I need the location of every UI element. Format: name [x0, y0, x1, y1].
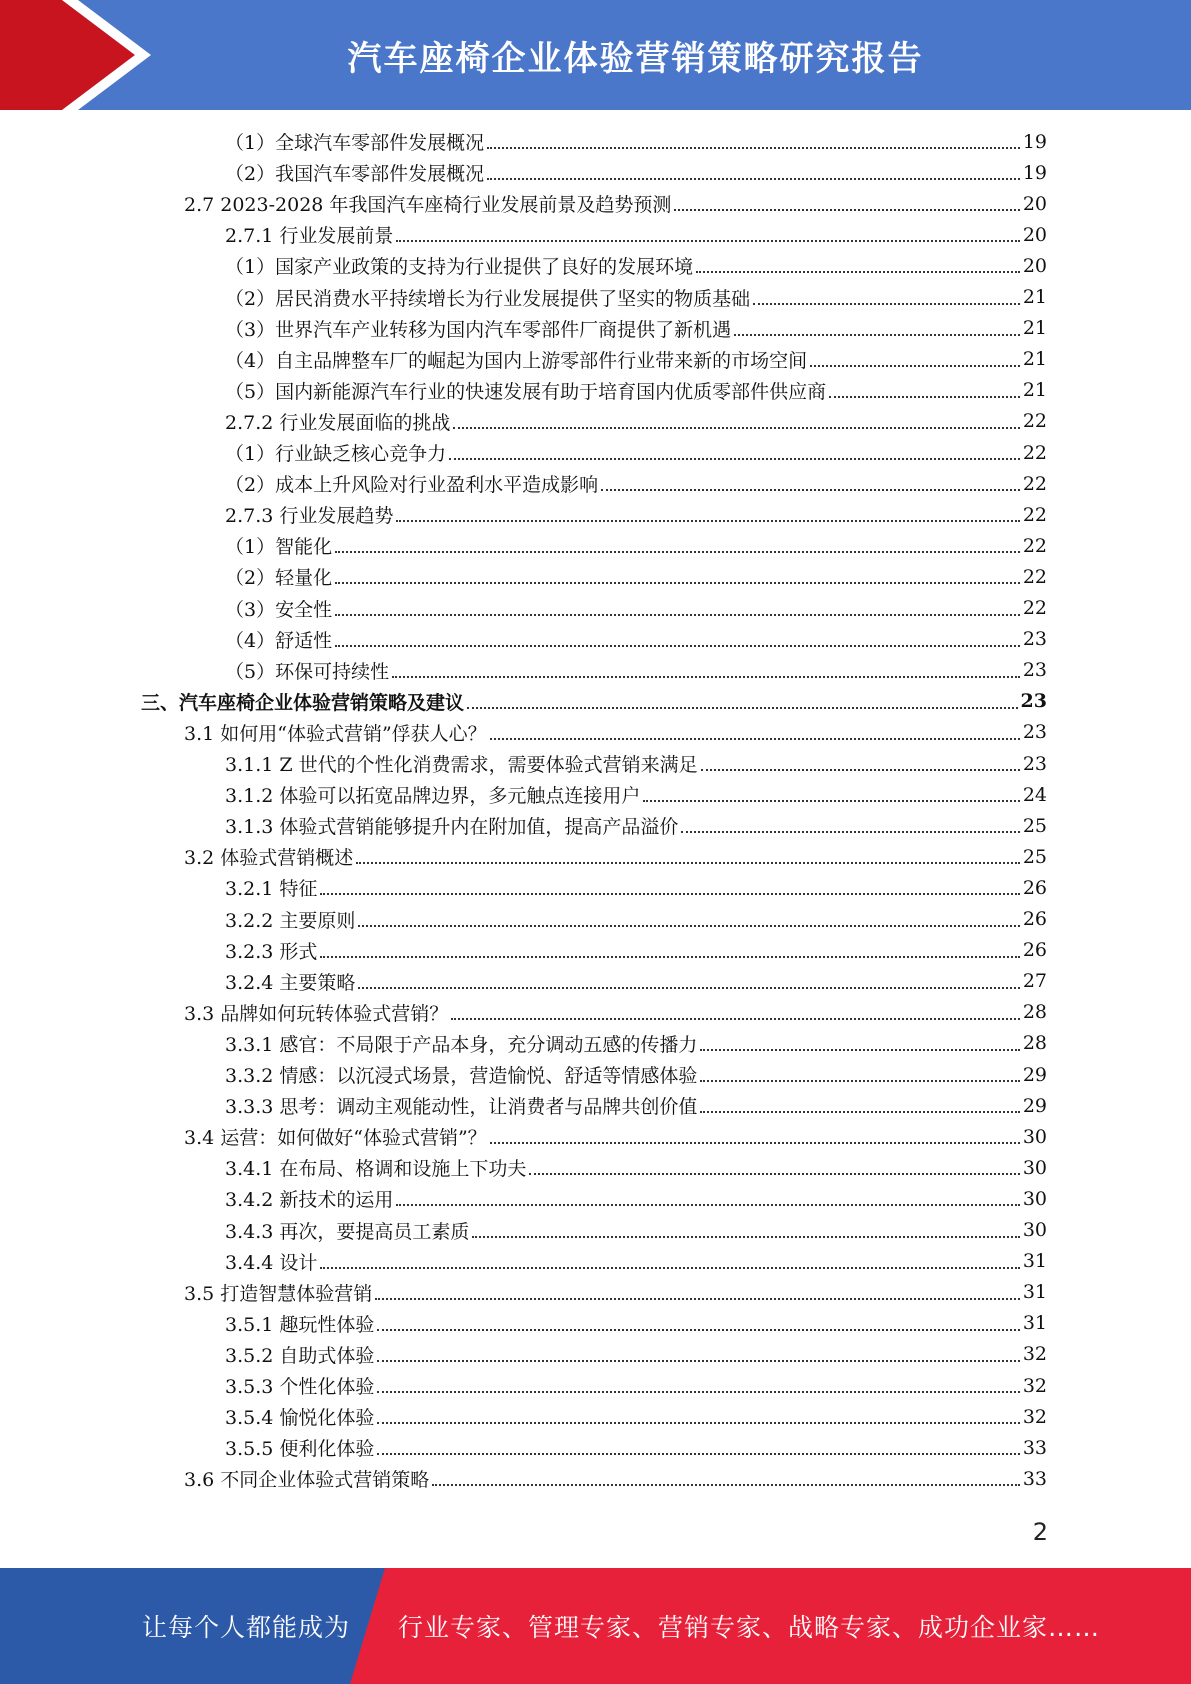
- toc-dot-leader: [696, 270, 1020, 273]
- toc-entry-label: （3）世界汽车产业转移为国内汽车零部件厂商提供了新机遇: [225, 318, 732, 341]
- toc-dot-leader: [601, 488, 1020, 491]
- toc-entry-label: （1）智能化: [225, 536, 333, 559]
- toc-dot-leader: [320, 955, 1019, 958]
- toc-entry-label: 3.5.3 个性化体验: [225, 1376, 375, 1398]
- toc-entry-label: （2）轻量化: [225, 567, 333, 590]
- toc-entry[interactable]: [225, 904, 1047, 935]
- toc-dot-leader: [529, 1172, 1019, 1175]
- toc-entry[interactable]: [225, 499, 1047, 530]
- toc-entry-label: 3.4.2 新技术的运用: [225, 1189, 394, 1212]
- toc-entry-label: 3.5.5 便利化体验: [225, 1438, 375, 1461]
- toc-entry[interactable]: [225, 157, 1047, 188]
- toc-entry-label: 3.2.3 形式: [225, 940, 318, 963]
- toc-entry[interactable]: [225, 1401, 1047, 1432]
- toc-entry-page: 21: [1022, 379, 1047, 402]
- toc-entry-page: 33: [1022, 1467, 1047, 1490]
- toc-entry[interactable]: [141, 686, 1047, 717]
- toc-entry-label: （2）居民消费水平持续增长为行业发展提供了坚实的物质基础: [225, 287, 751, 310]
- toc-dot-leader: [335, 581, 1020, 584]
- toc-entry-page: 33: [1022, 1436, 1047, 1459]
- toc-entry[interactable]: [225, 1246, 1047, 1277]
- toc-entry[interactable]: [225, 561, 1047, 592]
- toc-dot-leader: [490, 737, 1020, 740]
- toc-entry-label: （1）全球汽车零部件发展概况: [225, 132, 485, 154]
- toc-entry-label: 3.4.3 再次，要提高员工素质: [225, 1220, 470, 1243]
- toc-dot-leader: [392, 675, 1020, 678]
- toc-entry-page: 32: [1022, 1343, 1047, 1366]
- toc-entry[interactable]: [225, 655, 1047, 686]
- toc-entry-page: 22: [1022, 472, 1047, 495]
- toc-dot-leader: [734, 333, 1020, 336]
- toc-entry[interactable]: [225, 530, 1047, 561]
- toc-entry-page: 28: [1022, 1001, 1047, 1024]
- toc-dot-leader: [335, 550, 1020, 553]
- toc-entry[interactable]: [225, 437, 1047, 468]
- toc-entry[interactable]: [225, 1370, 1047, 1401]
- toc-entry-page: 31: [1022, 1250, 1047, 1273]
- toc-dot-leader: [643, 799, 1019, 802]
- toc-entry[interactable]: [225, 935, 1047, 966]
- toc-entry-page: 25: [1022, 845, 1047, 868]
- toc-dot-leader: [810, 364, 1020, 367]
- toc-entry-page: 32: [1022, 1374, 1047, 1397]
- toc-entry-label: 3.4 运营：如何做好“体验式营销”？: [184, 1127, 487, 1150]
- toc-entry-label: 3.3.3 思考：调动主观能动性，让消费者与品牌共创价值: [225, 1096, 698, 1119]
- toc-entry-page: 21: [1022, 317, 1047, 340]
- toc-dot-leader: [375, 1297, 1020, 1300]
- toc-dot-leader: [753, 302, 1020, 305]
- toc-dot-leader: [829, 395, 1020, 398]
- toc-dot-leader: [467, 706, 1018, 709]
- report-title: 汽车座椅企业体验营销策略研究报告: [347, 38, 924, 79]
- toc-dot-leader: [472, 1235, 1019, 1238]
- toc-entry-label: 3.5 打造智慧体验营销: [184, 1282, 373, 1305]
- toc-entry-label: 3.2.1 特征: [225, 878, 318, 901]
- toc-dot-leader: [396, 1203, 1019, 1206]
- toc-dot-leader: [674, 208, 1019, 211]
- toc-entry[interactable]: [225, 219, 1047, 250]
- toc-entry-label: 2.7.2 行业发展面临的挑战: [225, 411, 451, 434]
- toc-entry-page: 19: [1022, 130, 1047, 153]
- toc-dot-leader: [432, 1483, 1020, 1486]
- toc-entry-page: 22: [1022, 410, 1047, 433]
- toc-entry-page: 22: [1022, 441, 1047, 464]
- toc-entry-label: 3.4.4 设计: [225, 1251, 318, 1274]
- toc-entry-label: 3.4.1 在布局、格调和设施上下功夫: [225, 1158, 527, 1181]
- toc-entry-label: 3.1 如何用“体验式营销”俘获人心？: [184, 722, 487, 745]
- toc-dot-leader: [700, 1110, 1019, 1113]
- toc-entry-page: 22: [1022, 565, 1047, 588]
- toc-entry[interactable]: [225, 810, 1047, 841]
- toc-entry-label: （3）安全性: [225, 598, 333, 621]
- toc-dot-leader: [377, 1359, 1019, 1362]
- toc-entry[interactable]: [225, 779, 1047, 810]
- toc-entry-label: 2.7 2023-2028 年我国汽车座椅行业发展前景及趋势预测: [184, 194, 672, 217]
- toc-entry[interactable]: [184, 1277, 1047, 1308]
- toc-entry-label: 3.2.2 主要原则: [225, 909, 356, 932]
- toc-entry[interactable]: [225, 126, 1047, 157]
- toc-dot-leader: [356, 861, 1020, 864]
- toc-entry[interactable]: [225, 468, 1047, 499]
- toc-dot-leader: [377, 1452, 1019, 1455]
- toc-entry-page: 20: [1022, 223, 1047, 246]
- toc-entry[interactable]: [184, 1121, 1047, 1152]
- toc-dot-leader: [377, 1328, 1019, 1331]
- toc-dot-leader: [449, 457, 1020, 460]
- page-number: 2: [1032, 1518, 1048, 1546]
- toc-entry[interactable]: [225, 1183, 1047, 1214]
- toc-entry[interactable]: [184, 188, 1047, 219]
- toc-entry-label: 三、汽车座椅企业体验营销策略及建议: [141, 691, 465, 714]
- toc-entry-label: （4）舒适性: [225, 629, 333, 652]
- toc-entry-label: 3.1.2 体验可以拓宽品牌边界，多元触点连接用户: [225, 785, 641, 808]
- toc-dot-leader: [335, 644, 1020, 647]
- toc-entry-page: 26: [1022, 939, 1047, 962]
- toc-entry-page: 30: [1022, 1187, 1047, 1210]
- toc-entry-page: 19: [1022, 161, 1047, 184]
- toc-dot-leader: [490, 1141, 1020, 1144]
- toc-dot-leader: [700, 1079, 1019, 1082]
- toc-entry-label: 3.1.3 体验式营销能够提升内在附加值，提高产品溢价: [225, 816, 679, 839]
- toc-entry[interactable]: [225, 1339, 1047, 1370]
- toc-entry[interactable]: [184, 841, 1047, 872]
- toc-entry-page: 23: [1022, 721, 1047, 744]
- toc-dot-leader: [453, 426, 1019, 429]
- toc-entry-label: 3.3 品牌如何玩转体验式营销？: [184, 1002, 449, 1025]
- toc-entry[interactable]: [225, 624, 1047, 655]
- toc-entry-page: 26: [1022, 908, 1047, 930]
- toc-entry-page: 22: [1022, 597, 1047, 619]
- toc-entry-label: 3.3.1 感官：不局限于产品本身，充分调动五感的传播力: [225, 1033, 698, 1056]
- toc-entry[interactable]: [225, 375, 1047, 406]
- toc-entry-page: 31: [1022, 1281, 1047, 1304]
- toc-dot-leader: [487, 177, 1020, 180]
- toc-entry[interactable]: [225, 344, 1047, 375]
- toc-dot-leader: [451, 1017, 1020, 1020]
- toc-entry-label: 3.2 体验式营销概述: [184, 847, 354, 870]
- toc-dot-leader: [377, 1421, 1019, 1424]
- toc-entry-page: 23: [1022, 752, 1047, 775]
- toc-entry[interactable]: [225, 1152, 1047, 1183]
- toc-entry[interactable]: [225, 1028, 1047, 1059]
- toc-entry-label: 2.7.1 行业发展前景: [225, 225, 394, 248]
- toc-entry[interactable]: [225, 1090, 1047, 1121]
- toc-entry-page: 27: [1022, 970, 1047, 993]
- toc-entry-page: 20: [1022, 254, 1047, 277]
- toc-entry[interactable]: [225, 966, 1047, 997]
- toc-entry[interactable]: [184, 997, 1047, 1028]
- toc-entry-label: 3.5.4 愉悦化体验: [225, 1407, 375, 1430]
- page-footer: [0, 1568, 1191, 1684]
- toc-entry-page: 29: [1022, 1094, 1047, 1117]
- toc-entry-page: 21: [1022, 348, 1047, 371]
- toc-dot-leader: [681, 830, 1019, 833]
- toc-dot-leader: [377, 1390, 1019, 1393]
- toc-entry-label: 3.1.1 Z 世代的个性化消费需求，需要体验式营销来满足: [225, 754, 698, 776]
- page-header: [0, 0, 1191, 110]
- toc-entry[interactable]: [225, 282, 1047, 313]
- toc-entry[interactable]: [225, 593, 1047, 624]
- toc-entry-label: （4）自主品牌整车厂的崛起为国内上游零部件行业带来新的市场空间: [225, 349, 808, 372]
- toc-entry-page: 29: [1022, 1063, 1047, 1086]
- toc-entry[interactable]: [225, 872, 1047, 903]
- toc-entry[interactable]: [225, 1215, 1047, 1246]
- toc-entry-page: 23: [1020, 690, 1047, 713]
- toc-entry-page: 22: [1022, 534, 1047, 557]
- toc-dot-leader: [358, 986, 1019, 989]
- toc-entry[interactable]: [225, 406, 1047, 437]
- toc-entry-page: 26: [1022, 876, 1047, 899]
- toc-entry-page: 30: [1022, 1125, 1047, 1148]
- toc-dot-leader: [358, 924, 1019, 927]
- toc-entry-page: 23: [1022, 628, 1047, 651]
- toc-entry-page: 28: [1022, 1032, 1047, 1055]
- toc-entry-label: 3.3.2 情感：以沉浸式场景，营造愉悦、舒适等情感体验: [225, 1065, 698, 1087]
- toc-entry-page: 24: [1022, 783, 1047, 806]
- toc-dot-leader: [487, 146, 1020, 149]
- toc-entry-label: （2）我国汽车零部件发展概况: [225, 163, 485, 186]
- toc-entry[interactable]: [225, 250, 1047, 281]
- toc-dot-leader: [700, 1048, 1019, 1051]
- toc-dot-leader: [335, 613, 1020, 616]
- toc-dot-leader: [396, 519, 1019, 522]
- toc-entry-page: 31: [1022, 1312, 1047, 1335]
- toc-entry[interactable]: [184, 717, 1047, 748]
- toc-dot-leader: [396, 239, 1019, 242]
- toc-entry-page: 30: [1022, 1219, 1047, 1241]
- toc-entry-label: 3.5.1 趣玩性体验: [225, 1313, 375, 1336]
- toc-entry[interactable]: [225, 313, 1047, 344]
- toc-entry-page: 20: [1022, 192, 1047, 215]
- toc-entry-page: 23: [1022, 659, 1047, 682]
- toc-entry-page: 21: [1022, 286, 1047, 308]
- footer-slogan-left: 让每个人都能成为: [142, 1613, 351, 1642]
- toc-entry[interactable]: [184, 1463, 1047, 1494]
- toc-entry-page: 30: [1022, 1156, 1047, 1179]
- toc-entry-page: 22: [1022, 503, 1047, 526]
- toc-entry-label: 3.6 不同企业体验式营销策略: [184, 1469, 430, 1492]
- toc-entry[interactable]: [225, 1308, 1047, 1339]
- toc-entry-page: 32: [1022, 1405, 1047, 1428]
- toc-entry-label: 3.2.4 主要策略: [225, 971, 356, 994]
- toc-dot-leader: [320, 1266, 1019, 1269]
- toc-entry[interactable]: [225, 748, 1047, 779]
- toc-entry-label: （1）行业缺乏核心竞争力: [225, 443, 447, 465]
- toc-entry-label: 2.7.3 行业发展趋势: [225, 505, 394, 528]
- toc-entry-page: 25: [1022, 814, 1047, 837]
- footer-slogan-right: 行业专家、管理专家、营销专家、战略专家、成功企业家……: [398, 1613, 1101, 1642]
- toc-entry-label: （5）国内新能源汽车行业的快速发展有助于培育国内优质零部件供应商: [225, 380, 827, 403]
- toc-dot-leader: [701, 768, 1020, 771]
- toc-entry-label: （5）环保可持续性: [225, 660, 390, 683]
- toc-entry-label: （1）国家产业政策的支持为行业提供了良好的发展环境: [225, 256, 694, 279]
- toc-entry[interactable]: [225, 1059, 1047, 1090]
- toc-entry-label: （2）成本上升风险对行业盈利水平造成影响: [225, 474, 599, 497]
- toc-dot-leader: [320, 892, 1019, 895]
- toc-entry-label: 3.5.2 自助式体验: [225, 1344, 375, 1367]
- toc-entry[interactable]: [225, 1432, 1047, 1463]
